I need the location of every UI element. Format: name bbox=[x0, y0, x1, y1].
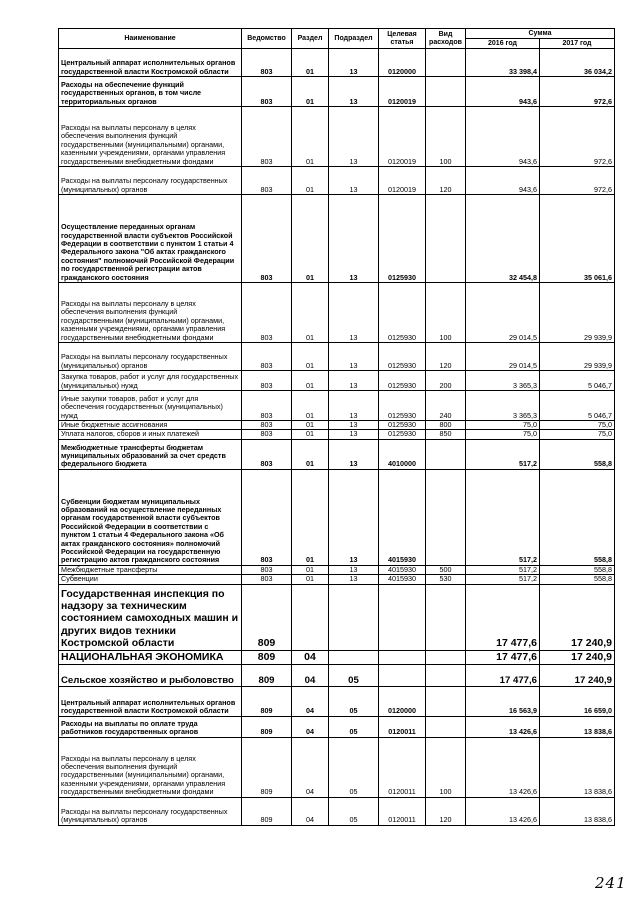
cell-subsection: 13 bbox=[329, 77, 379, 107]
cell-section: 04 bbox=[292, 797, 329, 825]
cell-y2016: 17 477,6 bbox=[466, 584, 540, 650]
cell-target: 0120011 bbox=[379, 737, 426, 797]
cell-y2017: 972,6 bbox=[540, 77, 615, 107]
cell-section: 01 bbox=[292, 430, 329, 439]
cell-type bbox=[426, 686, 466, 716]
cell-section: 01 bbox=[292, 195, 329, 283]
cell-section: 01 bbox=[292, 49, 329, 77]
cell-name: Расходы на выплаты персоналу государственных (муниципальных) органов bbox=[59, 343, 242, 371]
cell-type: 800 bbox=[426, 421, 466, 430]
cell-target: 4015930 bbox=[379, 565, 426, 574]
cell-dept: 803 bbox=[242, 469, 292, 565]
cell-dept: 803 bbox=[242, 430, 292, 439]
cell-section: 04 bbox=[292, 716, 329, 737]
table-row bbox=[59, 107, 615, 167]
table-row bbox=[59, 167, 615, 195]
cell-target: 0125930 bbox=[379, 391, 426, 421]
cell-y2017: 5 046,7 bbox=[540, 371, 615, 391]
cell-dept: 803 bbox=[242, 421, 292, 430]
cell-y2017: 17 240,9 bbox=[540, 650, 615, 664]
cell-type bbox=[426, 49, 466, 77]
cell-target: 0125930 bbox=[379, 421, 426, 430]
cell-y2017: 29 939,9 bbox=[540, 343, 615, 371]
cell-dept: 803 bbox=[242, 107, 292, 167]
cell-subsection: 05 bbox=[329, 797, 379, 825]
cell-target: 0120019 bbox=[379, 167, 426, 195]
cell-type bbox=[426, 716, 466, 737]
cell-type bbox=[426, 77, 466, 107]
cell-name: Расходы на обеспечение функций государственных органов, в том числе территориальных органов bbox=[59, 77, 242, 107]
header-subsection: Подраздел bbox=[329, 29, 379, 49]
cell-y2016: 517,2 bbox=[466, 575, 540, 584]
cell-section: 01 bbox=[292, 167, 329, 195]
cell-name: Сельское хозяйство и рыболовство bbox=[59, 664, 242, 686]
header-name: Наименование bbox=[59, 29, 242, 49]
cell-name: Центральный аппарат исполнительных органов государственной власти Костромской области bbox=[59, 686, 242, 716]
cell-y2017: 13 838,6 bbox=[540, 737, 615, 797]
cell-target: 0120011 bbox=[379, 716, 426, 737]
cell-y2017: 5 046,7 bbox=[540, 391, 615, 421]
cell-type bbox=[426, 650, 466, 664]
cell-section bbox=[292, 584, 329, 650]
table-row bbox=[59, 391, 615, 421]
cell-target: 0125930 bbox=[379, 283, 426, 343]
cell-dept: 809 bbox=[242, 797, 292, 825]
cell-y2016: 517,2 bbox=[466, 469, 540, 565]
header-dept: Ведомство bbox=[242, 29, 292, 49]
cell-section: 01 bbox=[292, 469, 329, 565]
cell-dept: 809 bbox=[242, 737, 292, 797]
cell-y2016: 16 563,9 bbox=[466, 686, 540, 716]
cell-target: 0125930 bbox=[379, 371, 426, 391]
cell-name: Иные закупки товаров, работ и услуг для обеспечения государственных (муниципальных) нужд bbox=[59, 391, 242, 421]
cell-subsection: 05 bbox=[329, 716, 379, 737]
cell-target: 0125930 bbox=[379, 343, 426, 371]
cell-type: 530 bbox=[426, 575, 466, 584]
table-row bbox=[59, 797, 615, 825]
table-row bbox=[59, 49, 615, 77]
cell-subsection: 13 bbox=[329, 421, 379, 430]
cell-y2016: 943,6 bbox=[466, 107, 540, 167]
cell-subsection: 05 bbox=[329, 737, 379, 797]
cell-target bbox=[379, 584, 426, 650]
cell-name: Межбюджетные трансферты бюджетам муниципальных образований за счет средств федерального бюджета bbox=[59, 439, 242, 469]
cell-dept: 803 bbox=[242, 371, 292, 391]
table-row bbox=[59, 565, 615, 574]
cell-y2017: 29 939,9 bbox=[540, 283, 615, 343]
cell-target: 4010000 bbox=[379, 439, 426, 469]
cell-subsection: 13 bbox=[329, 439, 379, 469]
cell-name: НАЦИОНАЛЬНАЯ ЭКОНОМИКА bbox=[59, 650, 242, 664]
cell-y2017: 17 240,9 bbox=[540, 664, 615, 686]
table-row bbox=[59, 371, 615, 391]
table-row bbox=[59, 343, 615, 371]
cell-subsection: 05 bbox=[329, 686, 379, 716]
cell-name: Расходы на выплаты персоналу государственных (муниципальных) органов bbox=[59, 797, 242, 825]
cell-dept: 803 bbox=[242, 167, 292, 195]
cell-target: 0125930 bbox=[379, 195, 426, 283]
cell-subsection: 05 bbox=[329, 664, 379, 686]
cell-subsection bbox=[329, 584, 379, 650]
cell-section: 01 bbox=[292, 77, 329, 107]
cell-dept: 809 bbox=[242, 664, 292, 686]
table-row bbox=[59, 650, 615, 664]
cell-section: 01 bbox=[292, 343, 329, 371]
cell-subsection: 13 bbox=[329, 469, 379, 565]
cell-name: Межбюджетные трансферты bbox=[59, 565, 242, 574]
cell-y2017: 558,8 bbox=[540, 575, 615, 584]
cell-y2017: 35 061,6 bbox=[540, 195, 615, 283]
cell-y2017: 75,0 bbox=[540, 430, 615, 439]
cell-subsection: 13 bbox=[329, 283, 379, 343]
cell-y2016: 13 426,6 bbox=[466, 716, 540, 737]
cell-type bbox=[426, 664, 466, 686]
cell-type: 120 bbox=[426, 167, 466, 195]
cell-dept: 803 bbox=[242, 283, 292, 343]
cell-name: Расходы на выплаты персоналу в целях обеспечения выполнения функций государственными (муниципальными) органами, казенными учреждениями, органами управления государственными внебюджетными фондами bbox=[59, 737, 242, 797]
cell-target: 0120011 bbox=[379, 797, 426, 825]
cell-subsection: 13 bbox=[329, 343, 379, 371]
cell-y2016: 943,6 bbox=[466, 77, 540, 107]
cell-dept: 803 bbox=[242, 195, 292, 283]
cell-section: 01 bbox=[292, 391, 329, 421]
cell-name: Субвенции бюджетам муниципальных образований на осуществление переданных органам государственной власти субъектов Российской Федерации в соответствии с пунктом 1 статьи 4 Федерального закона «Об актах гражданского состояния» полномочий Российской Федерации на государственную регистрацию актов гражданского состояния bbox=[59, 469, 242, 565]
cell-y2017: 13 838,6 bbox=[540, 797, 615, 825]
cell-y2017: 36 034,2 bbox=[540, 49, 615, 77]
cell-y2016: 17 477,6 bbox=[466, 650, 540, 664]
cell-y2017: 558,8 bbox=[540, 439, 615, 469]
cell-type: 500 bbox=[426, 565, 466, 574]
header-type: Вид расходов bbox=[426, 29, 466, 49]
cell-dept: 803 bbox=[242, 391, 292, 421]
cell-target bbox=[379, 650, 426, 664]
cell-type bbox=[426, 195, 466, 283]
cell-type: 850 bbox=[426, 430, 466, 439]
table-row bbox=[59, 716, 615, 737]
table-row bbox=[59, 584, 615, 650]
cell-dept: 803 bbox=[242, 77, 292, 107]
cell-y2016: 3 365,3 bbox=[466, 371, 540, 391]
cell-type bbox=[426, 469, 466, 565]
cell-section: 04 bbox=[292, 664, 329, 686]
cell-subsection: 13 bbox=[329, 565, 379, 574]
cell-y2017: 75,0 bbox=[540, 421, 615, 430]
cell-section: 04 bbox=[292, 737, 329, 797]
cell-y2016: 13 426,6 bbox=[466, 797, 540, 825]
cell-name: Центральный аппарат исполнительных органов государственной власти Костромской области bbox=[59, 49, 242, 77]
cell-name: Расходы на выплаты по оплате труда работников государственных органов bbox=[59, 716, 242, 737]
cell-dept: 809 bbox=[242, 716, 292, 737]
cell-y2016: 17 477,6 bbox=[466, 664, 540, 686]
cell-subsection: 13 bbox=[329, 195, 379, 283]
cell-y2016: 29 014,5 bbox=[466, 343, 540, 371]
cell-y2017: 972,6 bbox=[540, 167, 615, 195]
cell-y2016: 517,2 bbox=[466, 439, 540, 469]
cell-name: Иные бюджетные ассигнования bbox=[59, 421, 242, 430]
cell-section: 04 bbox=[292, 686, 329, 716]
cell-subsection: 13 bbox=[329, 391, 379, 421]
table-row bbox=[59, 195, 615, 283]
cell-subsection: 13 bbox=[329, 49, 379, 77]
cell-target: 0120000 bbox=[379, 686, 426, 716]
cell-dept: 803 bbox=[242, 565, 292, 574]
cell-name: Государственная инспекция по надзору за техническим состоянием самоходных машин и других видов техники Костромской области bbox=[59, 584, 242, 650]
cell-type: 100 bbox=[426, 737, 466, 797]
cell-section: 01 bbox=[292, 421, 329, 430]
table-row bbox=[59, 664, 615, 686]
cell-y2017: 972,6 bbox=[540, 107, 615, 167]
cell-type: 100 bbox=[426, 283, 466, 343]
cell-y2016: 3 365,3 bbox=[466, 391, 540, 421]
cell-section: 04 bbox=[292, 650, 329, 664]
table-row bbox=[59, 686, 615, 716]
table-row bbox=[59, 421, 615, 430]
header-target: Целевая статья bbox=[379, 29, 426, 49]
cell-target: 4015930 bbox=[379, 469, 426, 565]
cell-section: 01 bbox=[292, 107, 329, 167]
cell-type: 120 bbox=[426, 797, 466, 825]
cell-dept: 809 bbox=[242, 584, 292, 650]
cell-section: 01 bbox=[292, 371, 329, 391]
cell-name: Расходы на выплаты персоналу в целях обеспечения выполнения функций государственными (муниципальными) органами, казенными учреждениями, органами управления государственными внебюджетными фондами bbox=[59, 283, 242, 343]
header-2017: 2017 год bbox=[540, 39, 615, 49]
cell-y2016: 517,2 bbox=[466, 565, 540, 574]
cell-name: Расходы на выплаты персоналу в целях обеспечения выполнения функций государственными (муниципальными) органами, казенными учреждениями, органами управления государственными внебюджетными фондами bbox=[59, 107, 242, 167]
cell-type bbox=[426, 439, 466, 469]
cell-name: Осуществление переданных органам государственной власти субъектов Российской Федерации в соответствии с пунктом 1 статьи 4 Федерального закона "Об актах гражданского состояния" полномочий Российской Федерации по государственной регистрации актов гражданского состояния bbox=[59, 195, 242, 283]
cell-type: 120 bbox=[426, 343, 466, 371]
cell-name: Расходы на выплаты персоналу государственных (муниципальных) органов bbox=[59, 167, 242, 195]
cell-target bbox=[379, 664, 426, 686]
cell-dept: 803 bbox=[242, 439, 292, 469]
cell-dept: 809 bbox=[242, 650, 292, 664]
cell-subsection: 13 bbox=[329, 107, 379, 167]
cell-section: 01 bbox=[292, 575, 329, 584]
cell-subsection: 13 bbox=[329, 430, 379, 439]
page-number: 241 bbox=[595, 874, 627, 892]
cell-dept: 803 bbox=[242, 343, 292, 371]
cell-type: 240 bbox=[426, 391, 466, 421]
header-section: Раздел bbox=[292, 29, 329, 49]
cell-subsection: 13 bbox=[329, 575, 379, 584]
table-body bbox=[59, 49, 615, 826]
cell-section: 01 bbox=[292, 565, 329, 574]
cell-y2017: 558,8 bbox=[540, 565, 615, 574]
cell-y2016: 13 426,6 bbox=[466, 737, 540, 797]
cell-dept: 809 bbox=[242, 686, 292, 716]
cell-target: 0120000 bbox=[379, 49, 426, 77]
cell-y2016: 33 398,4 bbox=[466, 49, 540, 77]
header-2016: 2016 год bbox=[466, 39, 540, 49]
cell-target: 0120019 bbox=[379, 77, 426, 107]
cell-subsection: 13 bbox=[329, 167, 379, 195]
cell-name: Уплата налогов, сборов и иных платежей bbox=[59, 430, 242, 439]
table-row bbox=[59, 575, 615, 584]
cell-section: 01 bbox=[292, 283, 329, 343]
cell-y2016: 75,0 bbox=[466, 430, 540, 439]
cell-y2016: 29 014,5 bbox=[466, 283, 540, 343]
header-sum: Сумма bbox=[466, 29, 615, 39]
cell-type bbox=[426, 584, 466, 650]
table-row bbox=[59, 77, 615, 107]
cell-y2016: 32 454,8 bbox=[466, 195, 540, 283]
cell-type: 100 bbox=[426, 107, 466, 167]
cell-y2016: 75,0 bbox=[466, 421, 540, 430]
table-row bbox=[59, 737, 615, 797]
cell-subsection bbox=[329, 650, 379, 664]
table-header bbox=[59, 29, 615, 49]
cell-dept: 803 bbox=[242, 575, 292, 584]
cell-name: Субвенции bbox=[59, 575, 242, 584]
cell-y2016: 943,6 bbox=[466, 167, 540, 195]
table-row bbox=[59, 469, 615, 565]
table-row bbox=[59, 283, 615, 343]
budget-table bbox=[58, 28, 615, 826]
cell-y2017: 558,8 bbox=[540, 469, 615, 565]
cell-y2017: 17 240,9 bbox=[540, 584, 615, 650]
cell-dept: 803 bbox=[242, 49, 292, 77]
cell-target: 0125930 bbox=[379, 430, 426, 439]
cell-name: Закупка товаров, работ и услуг для государственных (муниципальных) нужд bbox=[59, 371, 242, 391]
cell-y2017: 16 659,0 bbox=[540, 686, 615, 716]
cell-target: 0120019 bbox=[379, 107, 426, 167]
cell-type: 200 bbox=[426, 371, 466, 391]
table-row bbox=[59, 439, 615, 469]
cell-subsection: 13 bbox=[329, 371, 379, 391]
cell-section: 01 bbox=[292, 439, 329, 469]
cell-target: 4015930 bbox=[379, 575, 426, 584]
cell-y2017: 13 838,6 bbox=[540, 716, 615, 737]
table-row bbox=[59, 430, 615, 439]
